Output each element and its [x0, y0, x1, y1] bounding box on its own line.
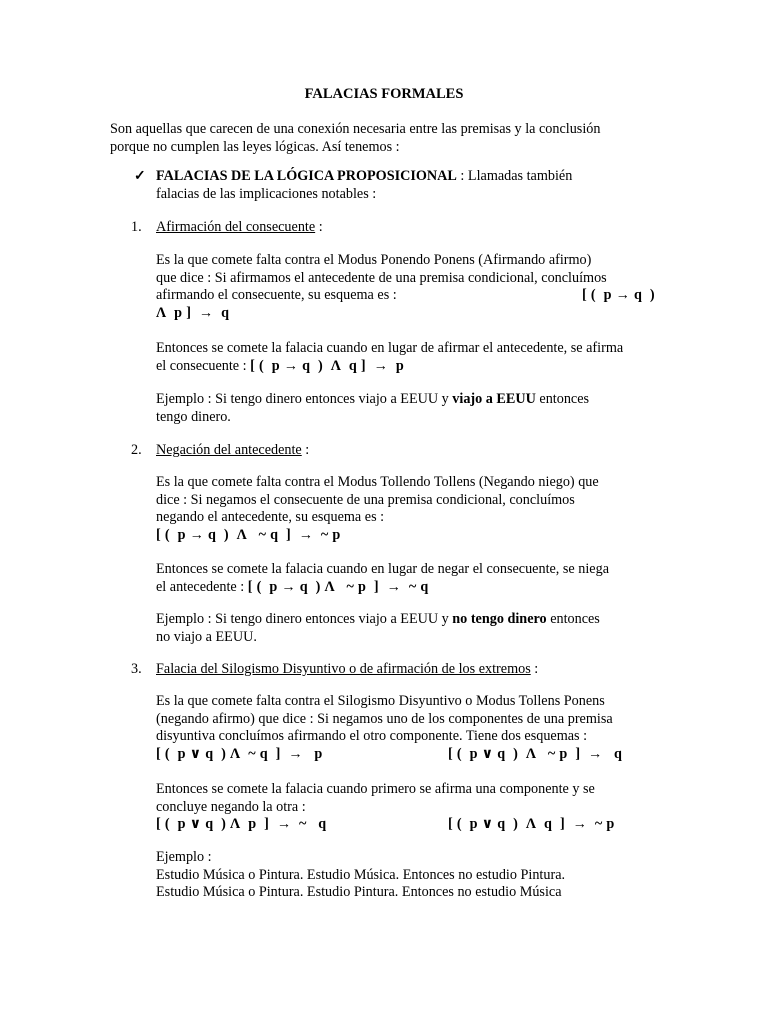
description-line: (negando afirmo) que dice : Si negamos uno de los componentes de una premisa: [156, 710, 613, 727]
description-line: Es la que comete falta contra el Modus Tollendo Tollens (Negando niego) que: [156, 474, 599, 490]
page-title: FALACIAS FORMALES: [304, 86, 464, 102]
item-title-text: Afirmación del consecuente: [156, 219, 316, 235]
description-line: Es la que comete falta contra el Modus Ponendo Ponens (Afirmando afirmo): [156, 252, 592, 268]
example-line: Estudio Música o Pintura. Estudio Pintura. Entonces no estudio Música: [156, 884, 562, 900]
example-label: Ejemplo :: [156, 849, 212, 865]
description-line: dice : Si negamos el consecuente de una premisa condicional, concluímos: [156, 491, 575, 508]
item-number: 1.: [131, 219, 142, 235]
item-title: [156, 442, 309, 460]
checkmark-icon: ✓: [134, 168, 146, 184]
falacia-formula-right: [ ( p ∨ q ) Λ q ] → ~ p: [448, 816, 615, 832]
description-line: disyuntiva concluímos afirmando el otro componente. Tiene dos esquemas :: [156, 728, 588, 744]
example-text: entonces: [546, 611, 600, 627]
item-title-suffix: :: [301, 442, 310, 458]
example-text: entonces: [535, 391, 590, 407]
example-line: tengo dinero.: [156, 408, 231, 425]
example-paragraph: [156, 849, 658, 902]
item-title: [156, 661, 538, 679]
falacia-line: el antecedente :: [156, 578, 248, 595]
description-line: que dice : Si afirmamos el antecedente de una premisa condicional, concluímos: [156, 269, 607, 286]
description-line: negando el antecedente, su esquema es :: [156, 509, 385, 525]
intro-paragraph: [110, 121, 658, 156]
example-line: Estudio Música o Pintura. Estudio Música. Entonces no estudio Pintura.: [156, 866, 566, 883]
falacia-formula-left: [ ( p ∨ q ) Λ p ] → ~ q: [156, 816, 327, 832]
description-line: Es la que comete falta contra el Silogismo Disyuntivo o Modus Tollens Ponens: [156, 693, 605, 709]
example-paragraph: [156, 391, 658, 426]
item-description: [156, 693, 658, 763]
falacia-paragraph: [156, 781, 658, 834]
section-heading-rest: : Llamadas también: [456, 168, 573, 184]
example-bold: viajo a EEUU: [452, 391, 536, 407]
falacia-line: Entonces se comete la falacia cuando en lugar de negar el consecuente, se niega: [156, 561, 609, 577]
item-title-text: Falacia del Silogismo Disyuntivo o de afirmación de los extremos: [156, 661, 531, 677]
falacia-formula: [ ( p → q ) Λ ~ p ] → ~ q: [247, 578, 429, 595]
section-heading: [156, 168, 658, 203]
falacia-line: Entonces se comete la falacia cuando en lugar de afirmar el antecedente, se afirma: [156, 340, 624, 356]
description-line: afirmando el consecuente, su esquema es :: [156, 287, 397, 303]
falacia-paragraph: [156, 340, 658, 375]
schema-formula-part: [ ( p → q ): [582, 287, 655, 303]
section-heading-line: falacias de las implicaciones notables :: [156, 185, 377, 202]
item-title: [156, 219, 323, 237]
example-paragraph: [156, 611, 658, 646]
falacia-line: el consecuente :: [156, 357, 251, 374]
schema-formula-part: Λ p ] → q: [156, 304, 230, 321]
item-description: [156, 252, 658, 322]
example-text: Ejemplo : Si tengo dinero entonces viajo a EEUU y: [156, 611, 453, 627]
falacia-line: Entonces se comete la falacia cuando primero se afirma una componente y se: [156, 781, 595, 797]
item-number: 3.: [131, 661, 142, 677]
intro-line: porque no cumplen las leyes lógicas. Así tenemos :: [110, 138, 400, 155]
item-title-suffix: :: [530, 661, 539, 677]
intro-line: Son aquellas que carecen de una conexión necesaria entre las premisas y la conclusión: [110, 121, 601, 137]
example-bold: no tengo dinero: [452, 611, 547, 627]
example-line: no viajo a EEUU.: [156, 628, 257, 645]
item-title-text: Negación del antecedente: [156, 442, 302, 458]
schema-formula-left: [ ( p ∨ q ) Λ ~ q ] → p: [156, 745, 323, 762]
item-description: [156, 474, 658, 544]
example-text: Ejemplo : Si tengo dinero entonces viajo a EEUU y: [156, 391, 453, 407]
falacia-line: concluye negando la otra :: [156, 798, 306, 815]
item-title-suffix: :: [315, 219, 323, 235]
section-heading-title: FALACIAS DE LA LÓGICA PROPOSICIONAL: [156, 168, 457, 184]
falacia-formula: [ ( p → q ) Λ q ] → p: [250, 357, 405, 374]
schema-formula: [ ( p → q ) Λ ~ q ] → ~ p: [156, 526, 341, 543]
falacia-paragraph: [156, 561, 658, 596]
item-number: 2.: [131, 442, 142, 458]
schema-formula-right: [ ( p ∨ q ) Λ ~ p ] → q: [448, 745, 623, 762]
